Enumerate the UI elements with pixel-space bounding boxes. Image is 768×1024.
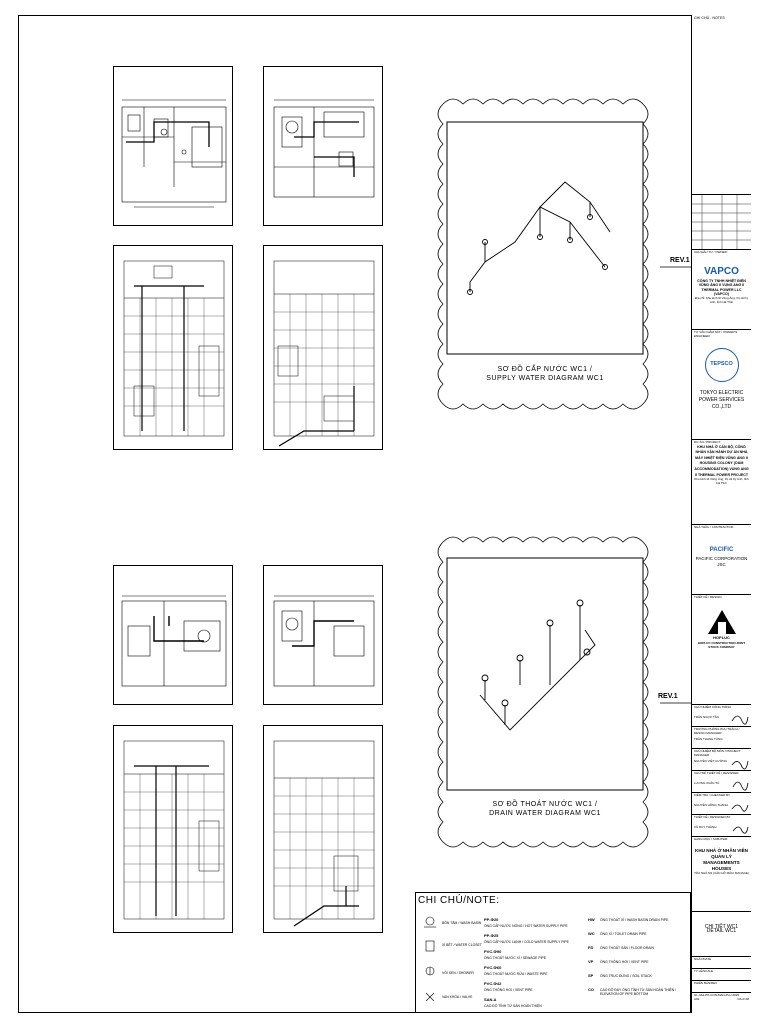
rev-label: PHIÊN BẢN/REV <box>694 981 718 985</box>
legend-code: PVC-Φ42 <box>484 981 502 986</box>
consultant-name: TOKYO ELECTRIC POWER SERVICES CO.,LTD <box>698 390 745 411</box>
role-person: TRẦN NGỌC TÂN <box>694 714 719 719</box>
tb-header-label: GHI CHÚ - NOTES <box>694 16 725 20</box>
supply-diagram-caption <box>470 365 620 383</box>
contractor-label: NHÀ THẦU / CONTRACTOR: <box>694 525 734 529</box>
legend-code: FD <box>588 945 594 950</box>
legend-code: CO <box>588 987 594 992</box>
drain-caption-vi: SƠ ĐỒ THOÁT NƯỚC WC1 / <box>492 801 598 808</box>
wc-plan-view-drain-top-right <box>263 565 383 705</box>
supply-caption-vi: SƠ ĐỒ CẤP NƯỚC WC1 / <box>497 366 593 373</box>
contractor-logo: PACIFIC <box>709 546 734 553</box>
legend-code: WC <box>588 931 595 936</box>
legend-valve: VAN KHÓA / VALVE <box>442 995 473 999</box>
scale-label: TỶ LỆ/SCALE <box>694 969 714 973</box>
drain-caption-en: DRAIN WATER DIAGRAM WC1 <box>489 810 601 817</box>
sheet-no: HL-VA2-PK-CON-MAN-PLU-0025 <box>694 993 740 997</box>
legend-wash-basin: BỒN TẮM / WASH BASIN <box>442 921 482 925</box>
client-logo: VAPCO <box>704 265 739 277</box>
legend-item: ỐNG TRỤC ĐỨNG / SOIL STACK <box>600 974 652 978</box>
notes-title: CHI CHÚ/NOTE: <box>418 895 500 906</box>
role-person: LƯƠNG XUÂN TÚ <box>694 780 720 785</box>
tb-revision-table <box>692 195 751 250</box>
wc-plan-view-supply-mid-left <box>113 245 233 450</box>
legend-code: SP <box>588 973 594 978</box>
client-label: CHỦ ĐẦU TƯ / OWNER: <box>694 250 728 254</box>
tb-date <box>692 957 751 969</box>
revision-tag-supply: REV.1 <box>670 257 690 264</box>
designer-name: HOPLUC CONSTRUCTION JOINT STOCK COMPANY <box>697 641 746 650</box>
plan-drawing <box>264 246 383 450</box>
legend-item: ỐNG CẤP NƯỚC LẠNH / COLD WATER SUPPLY PIPE <box>484 940 569 944</box>
revision-leader-line <box>660 701 692 705</box>
project-address: Khu kinh tế Vũng Áng, thị xã Kỳ Anh, tỉnh Hà Tĩnh <box>694 477 749 485</box>
role-person: TRẦN THANH TÙNG <box>694 737 723 742</box>
role-title: TRƯỞNG PHÒNG PHỤ TRÁCH / DESIGN MANAGER <box>694 727 740 735</box>
drain-diagram-caption <box>470 800 620 818</box>
rev-value: A02 <box>694 996 700 1001</box>
signatures <box>730 707 750 837</box>
supply-caption-en: SUPPLY WATER DIAGRAM WC1 <box>486 375 604 382</box>
consultant-logo: TEPSCO <box>710 361 733 368</box>
plan-drawing <box>264 566 383 705</box>
date-label: NGÀY/DATE <box>694 957 712 961</box>
tb-client <box>692 250 751 330</box>
legend-water-closet: XÍ BỆT / WATER CLOSET <box>442 943 482 947</box>
tb-project <box>692 440 751 525</box>
wc-plan-view-supply-top-right <box>263 66 383 226</box>
legend-item: ỐNG THÔNG HƠI / VENT PIPE <box>484 988 533 992</box>
contractor-name: PACIFIC CORPORATION JSC <box>695 555 748 567</box>
designer-label: THIẾT KẾ / DESIGN: <box>694 595 723 599</box>
legend-item: ỐNG XÍ / TOILET DRAIN PIPE <box>600 932 647 936</box>
plan-drawing <box>264 67 383 226</box>
tb-notes-area <box>692 15 751 195</box>
revision-leader-line <box>660 265 692 269</box>
role-person: NGUYỄN HỒNG THANH <box>694 802 728 807</box>
tb-drawing-title <box>692 912 751 957</box>
wc-plan-view-drain-top-left <box>113 565 233 705</box>
tb-rev <box>692 981 751 993</box>
role-title: KIỂM TRA / CHECKED BY <box>694 793 730 797</box>
wc-plan-view-drain-mid-right <box>263 725 383 933</box>
wc-plan-view-supply-top-left <box>113 66 233 226</box>
plan-drawing <box>114 566 233 705</box>
tb-designer <box>692 595 751 705</box>
designer-logo-icon <box>706 606 738 636</box>
tb-consultant <box>692 330 751 440</box>
legend-item: CAO ĐỘ ĐÁY ỐNG TÍNH TỪ SÀN HOÀN THIỆN / ELEVATION OF PIPE BOTTOM <box>600 988 677 996</box>
project-label: DỰ ÁN / PROJECT: <box>694 440 721 444</box>
role-title: CHỦ TRÌ THIẾT KẾ / DESIGNER <box>694 771 739 775</box>
drawing-title-en: DETAIL WC1 <box>706 928 737 935</box>
legend-item: ỐNG THÔNG HƠI / VENT PIPE <box>600 960 649 964</box>
role-person: NGUYỄN VIỆT CƯỜNG <box>694 759 727 764</box>
plan-drawing <box>114 726 233 933</box>
client-address: Địa chỉ: Khu kinh tế Vũng Áng, thị xã Kỳ Anh, tỉnh Hà Tĩnh <box>694 295 749 304</box>
item-name: KHU NHÀ Ở NHÂN VIÊN QUẢN LÝ MANAGEMENTS HOUSES <box>695 847 748 871</box>
role-title: CHỦ NHIỆM CÔNG TRÌNH <box>694 705 731 709</box>
legend-shower: VÒI SEN / SHOWER <box>442 971 474 975</box>
plan-drawing <box>264 726 383 933</box>
project-name: KHU NHÀ Ở CÁN BỘ, CÔNG NHÂN VẬN HÀNH DỰ ÁN NHÀ MÁY NHIỆT ĐIỆN VŨNG ÁNG II HOUSING COLONY (O&M ACCOMMODATION) VUNG ANG II THERMAL POWER PROJECT <box>694 444 749 477</box>
drawing-title-vi: CHI TIẾT WC1 <box>704 924 739 930</box>
tb-sub-item <box>692 837 751 912</box>
legend-item: ỐNG THOÁT SÀN / FLOOR DRAIN <box>600 946 654 950</box>
legend-code: VP <box>588 959 594 964</box>
wc-plan-view-drain-mid-left <box>113 725 233 933</box>
wc-plan-view-supply-mid-right <box>263 245 383 450</box>
role-person: VŨ DUY THÀNH <box>694 824 717 829</box>
revision-tag-drain: REV.1 <box>658 693 678 700</box>
role-title: CHỦ NHIỆM BỘ MÔN / PROJECT MANAGER <box>694 749 741 757</box>
legend-code: HW <box>588 917 595 922</box>
legend-code: PP-Φ20 <box>484 917 499 922</box>
sheet-code: GS-P-08 <box>737 996 749 1001</box>
legend-item: CAO ĐỘ TÍNH TỪ SÀN HOÀN THIỆN <box>484 1004 542 1008</box>
designer-logo: HOPLUC <box>713 634 730 640</box>
consultant-logo-icon <box>705 348 739 382</box>
legend-item: ỐNG THOÁT NƯỚC RỬA / WASTE PIPE <box>484 972 548 976</box>
legend-code: SAN.A <box>484 997 497 1002</box>
legend-item: ỐNG THOÁT NƯỚC XÍ / SEWAGE PIPE <box>484 956 547 960</box>
legend-code: PVC-Φ90 <box>484 949 502 954</box>
consultant-label: TƯ VẤN GIÁM SÁT / OWNER'S ENGINEER: <box>694 330 738 338</box>
item-sub: TÒA NHÀ M1 (CĂN HỘ MẪU/ MANAGE) <box>694 870 749 875</box>
client-name: CÔNG TY TNHH NHIỆT ĐIỆN VŨNG ÁNG II VUNG ANG II THERMAL POWER LLC (VAPCO) <box>697 278 746 297</box>
revision-table-grid <box>692 195 751 250</box>
title-block <box>691 15 750 1013</box>
item-label: HẠNG MỤC / SUB-ITEM: <box>694 837 729 841</box>
tb-contractor <box>692 525 751 595</box>
notes-legend <box>415 892 691 1013</box>
role-title: THIẾT KẾ / DESIGNED BY <box>694 815 731 819</box>
legend-item: ỐNG CẤP NƯỚC NÓNG / HOT WATER SUPPLY PIPE <box>484 924 568 928</box>
tb-sheet-number <box>692 993 751 1013</box>
tb-scale <box>692 969 751 981</box>
plan-drawing <box>114 67 233 226</box>
legend-code: PP-Φ25 <box>484 933 499 938</box>
legend-item: ỐNG THOÁT XÍ / WASH BASIN DRAIN PIPE <box>600 918 669 922</box>
plan-drawing <box>114 246 233 450</box>
legend-code: PVC-Φ60 <box>484 965 502 970</box>
